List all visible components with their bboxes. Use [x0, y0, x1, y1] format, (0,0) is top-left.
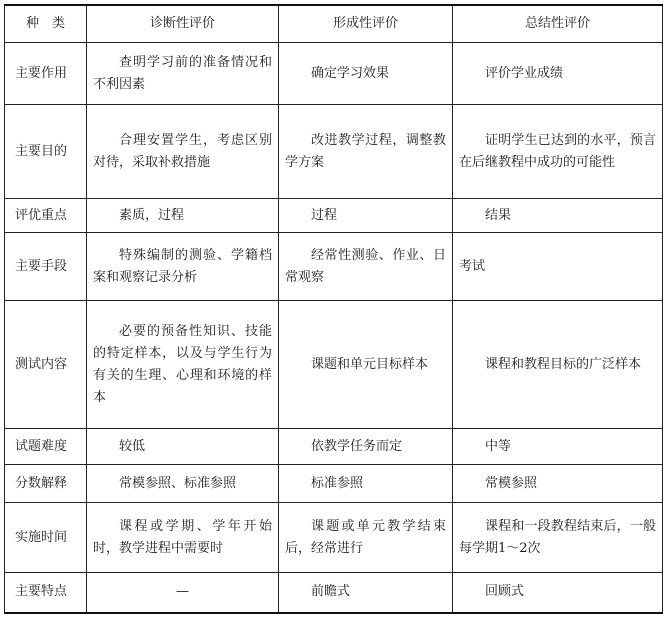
row-label: 实施时间 [5, 503, 87, 573]
cell-diagnostic: 特殊编制的测验、学籍档案和观察记录分析 [87, 233, 279, 301]
cell-diagnostic: 合理安置学生，考虑区别对待，采取补救措施 [87, 105, 279, 199]
cell-summative: 课程和教程目标的广泛样本 [453, 301, 663, 429]
table-row [5, 199, 663, 233]
table-row [5, 573, 663, 613]
table-row [5, 465, 663, 503]
header-diagnostic: 诊断性评价 [87, 5, 279, 43]
table-row [5, 429, 663, 465]
table-row [5, 503, 663, 573]
row-label: 分数解释 [5, 465, 87, 503]
cell-formative: 经常性测验、作业、日常观察 [279, 233, 453, 301]
header-summative: 总结性评价 [453, 5, 663, 43]
evaluation-comparison-table [4, 4, 663, 614]
row-label: 主要目的 [5, 105, 87, 199]
header-formative: 形成性评价 [279, 5, 453, 43]
cell-summative: 考试 [453, 233, 663, 301]
cell-diagnostic: 素质，过程 [87, 199, 279, 233]
row-label: 测试内容 [5, 301, 87, 429]
row-label: 评优重点 [5, 199, 87, 233]
comparison-table-container [4, 4, 662, 614]
row-label: 试题难度 [5, 429, 87, 465]
cell-formative: 依教学任务而定 [279, 429, 453, 465]
table-row [5, 301, 663, 429]
cell-diagnostic: 查明学习前的准备情况和不利因素 [87, 43, 279, 105]
row-label: 主要手段 [5, 233, 87, 301]
cell-formative: 前瞻式 [279, 573, 453, 613]
cell-formative: 课题或单元教学结束后，经常进行 [279, 503, 453, 573]
cell-summative: 常模参照 [453, 465, 663, 503]
cell-diagnostic: 必要的预备性知识、技能的特定样本，以及与学生行为有关的生理、心理和环境的样本 [87, 301, 279, 429]
cell-summative: 结果 [453, 199, 663, 233]
cell-formative: 课题和单元目标样本 [279, 301, 453, 429]
cell-formative: 过程 [279, 199, 453, 233]
row-label: 主要作用 [5, 43, 87, 105]
cell-summative: 中等 [453, 429, 663, 465]
header-category: 种 类 [5, 5, 87, 43]
table-row [5, 105, 663, 199]
cell-summative: 评价学业成绩 [453, 43, 663, 105]
table-row [5, 43, 663, 105]
cell-summative: 回顾式 [453, 573, 663, 613]
table-row [5, 233, 663, 301]
cell-diagnostic: 较低 [87, 429, 279, 465]
cell-formative: 确定学习效果 [279, 43, 453, 105]
cell-summative: 证明学生已达到的水平，预言在后继教程中成功的可能性 [453, 105, 663, 199]
cell-formative: 改进教学过程，调整教学方案 [279, 105, 453, 199]
row-label: 主要特点 [5, 573, 87, 613]
table-header-row [5, 5, 663, 43]
cell-diagnostic: — [87, 573, 279, 613]
cell-diagnostic: 课程或学期、学年开始时，教学进程中需要时 [87, 503, 279, 573]
cell-diagnostic: 常模参照、标准参照 [87, 465, 279, 503]
cell-summative: 课程和一段教程结束后，一般每学期1～2次 [453, 503, 663, 573]
cell-formative: 标准参照 [279, 465, 453, 503]
